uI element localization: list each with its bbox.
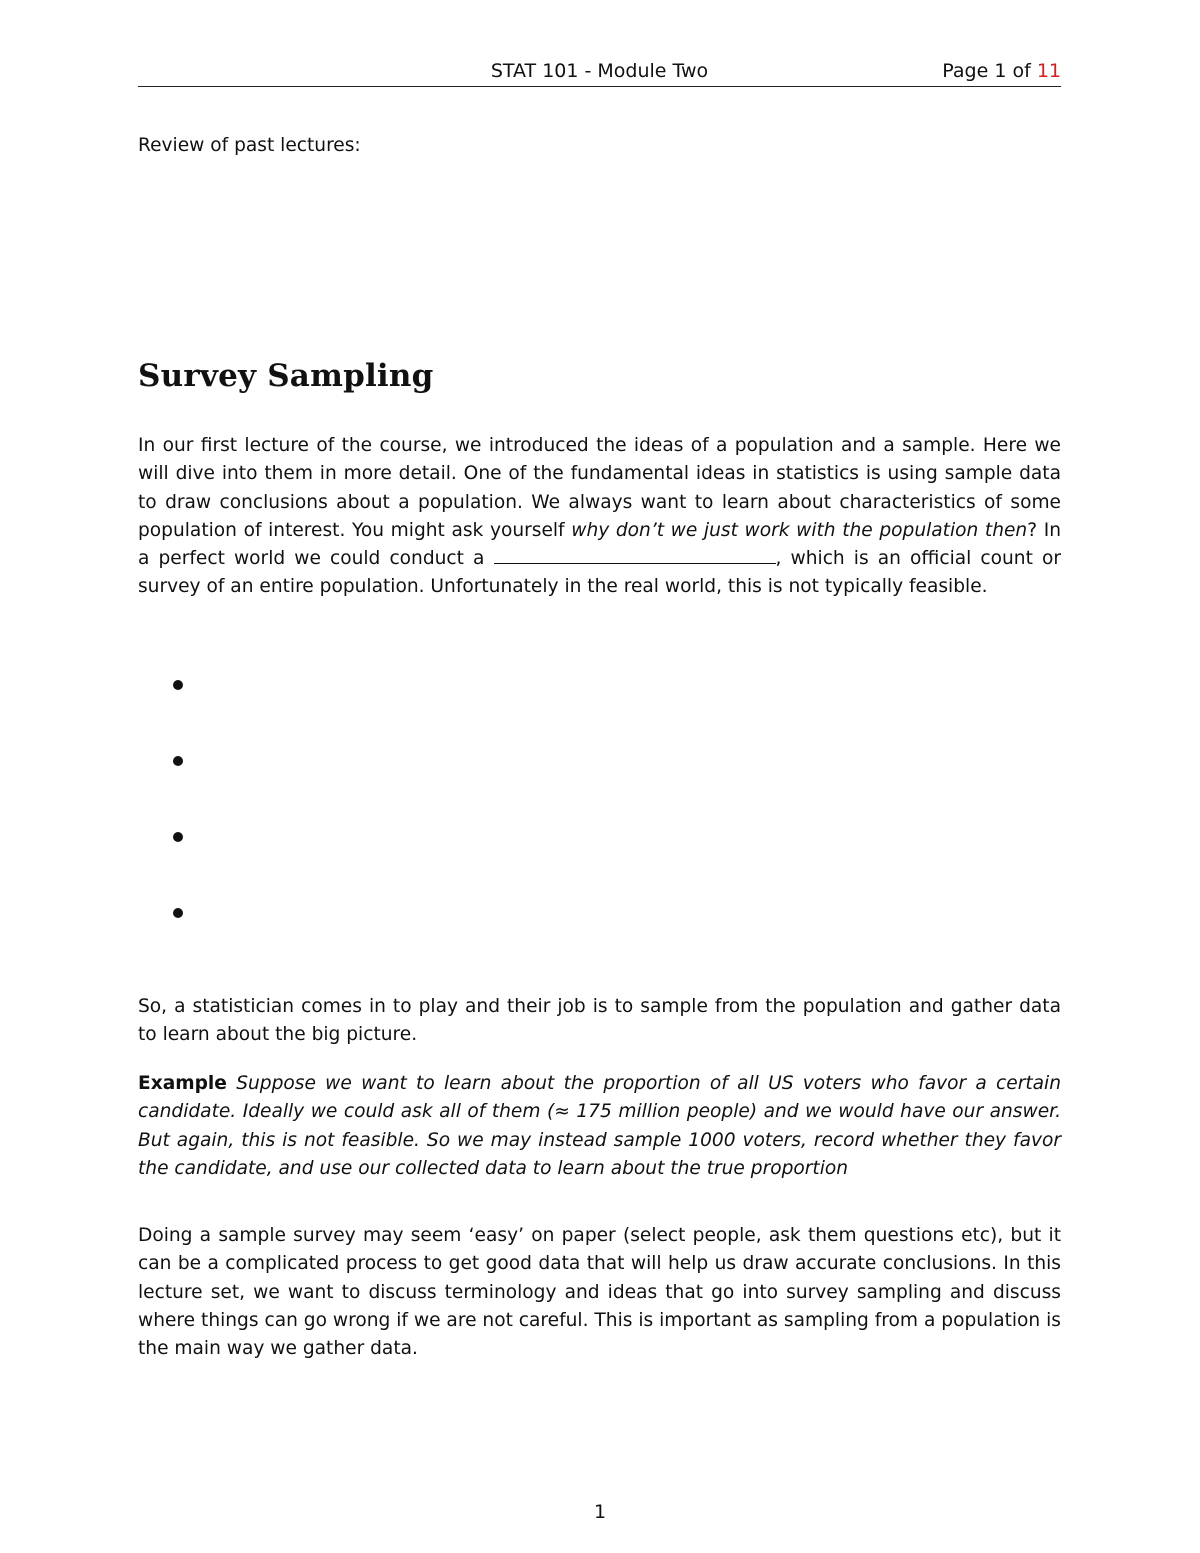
example-label: Example: [138, 1073, 227, 1094]
intro-italic-question: why don’t we just work with the population then: [571, 519, 1028, 541]
intro-text-part3: , which is an official count or survey of an entire population. Unfortunately in the real world, this is not typically feasible.: [138, 548, 1061, 598]
bullet-point-4: [173, 908, 183, 918]
page-number: 1: [593, 1501, 607, 1523]
header-page-indicator: [942, 58, 1061, 84]
sample-survey-paragraph: Doing a sample survey may seem ‘easy’ on paper (select people, ask them questions etc), but it can be a complicated process to get good data that will help us draw accurate conclusions. In this lecture set, we want to discuss terminology and ideas that go into survey sampling and discuss where things can go wrong if we are not careful. This is important as sampling from a population is the main way we gather data.: [138, 1225, 1061, 1360]
example-text: Suppose we want to learn about the proportion of all US voters who favor a certain candidate. Ideally we could ask all of them (≈ 175 million people) and we would have our answer. But again, this is not feasible. So we may instead sample 1000 voters, record whether they favor the candidate, and use our collected data to learn about the true proportion: [138, 1073, 1061, 1179]
review-heading: Review of past lectures:: [138, 135, 361, 156]
section-title: Survey Sampling: [138, 358, 434, 394]
header-page-prefix: Page 1 of: [942, 60, 1037, 82]
bullet-point-3: [173, 832, 183, 842]
header-title: STAT 101 - Module Two: [490, 60, 709, 82]
statistician-paragraph: So, a statistician comes in to play and their job is to sample from the population and gather data to learn about the big picture.: [138, 996, 1061, 1046]
intro-text-part1: In our first lecture of the course, we introduced the ideas of a population and a sample. Here we will dive into them in more detail. One of the fundamental ideas in statistics is using sample data to draw conclusions about a population. We always want to learn about characteristics of some population of interest. You might ask yourself: [138, 435, 1061, 541]
header-total-pages-link[interactable]: 11: [1036, 60, 1061, 82]
intro-text-part2: ? In a perfect world we could conduct a: [138, 519, 1061, 570]
intro-paragraph: [138, 432, 1061, 602]
page-header: [138, 58, 1061, 87]
fill-in-blank: [494, 545, 776, 564]
bullet-point-1: [173, 680, 183, 690]
bullet-point-2: [173, 756, 183, 766]
example-block: [138, 1070, 1061, 1183]
